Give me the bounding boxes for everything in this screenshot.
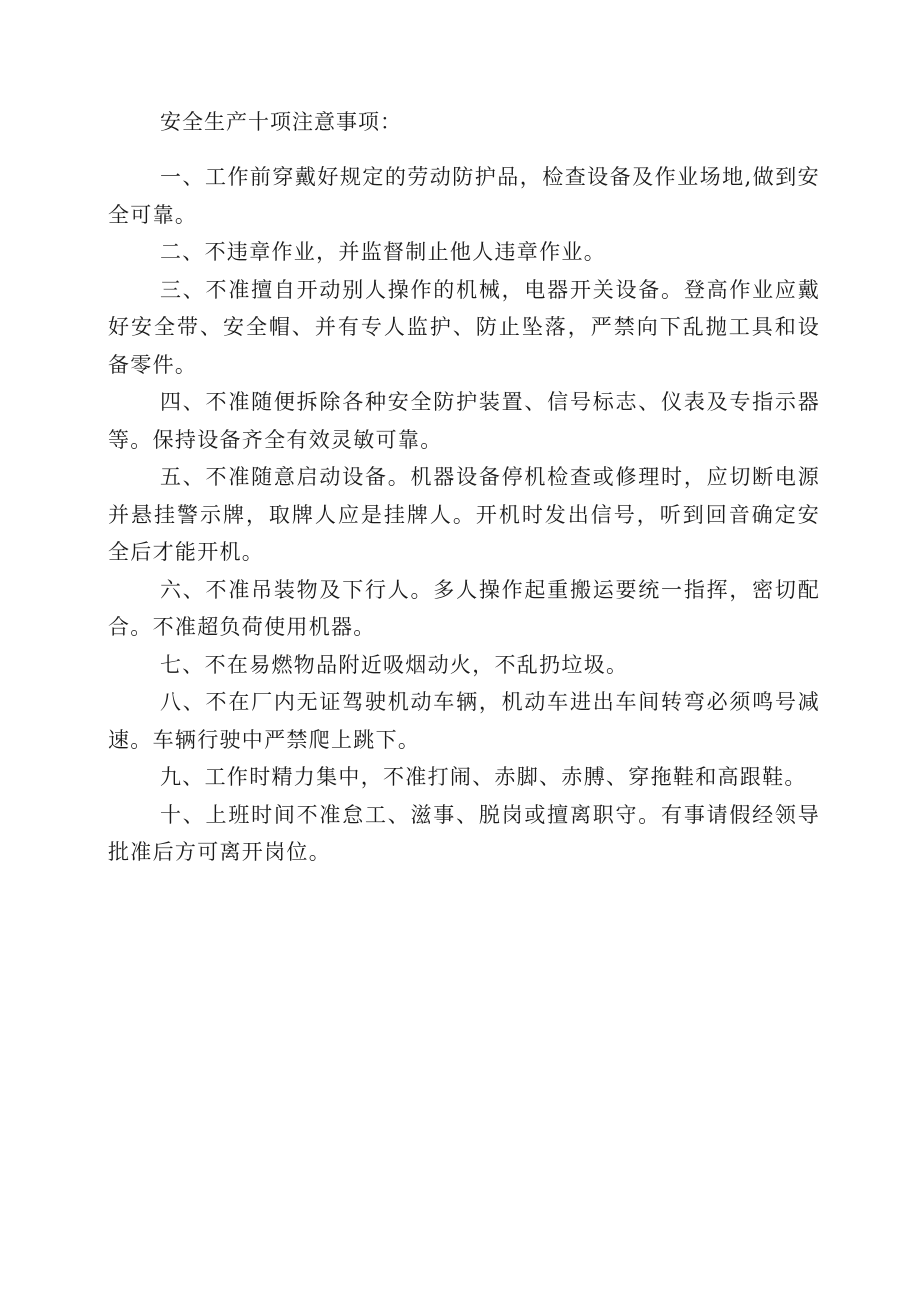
rule-item-9: 九、工作时精力集中，不准打闹、赤脚、赤膊、穿拖鞋和高跟鞋。 (160, 765, 807, 789)
rule-item-3: 三、不准擅自开动别人操作的机械，电器开关设备。登高作业应戴好安全带、安全帽、并有专人监护、防止坠落，严禁向下乱抛工具和设备零件。 (108, 277, 820, 377)
rule-item-10: 十、上班时间不准怠工、滋事、脱岗或擅离职守。有事请假经领导批准后方可离开岗位。 (108, 802, 820, 864)
rule-item-2: 二、不违章作业，并监督制止他人违章作业。 (160, 240, 606, 264)
rule-item-8: 八、不在厂内无证驾驶机动车辆，机动车进出车间转弯必须鸣号减速。车辆行驶中严禁爬上跳下。 (108, 690, 820, 752)
rule-item-4: 四、不准随便拆除各种安全防护装置、信号标志、仪表及专指示器等。保持设备齐全有效灵敏可靠。 (108, 390, 820, 452)
rule-item-1: 一、工作前穿戴好规定的劳动防护品，检查设备及作业场地,做到安全可靠。 (108, 165, 820, 227)
document-title: 安全生产十项注意事项： (160, 110, 402, 134)
rule-item-7: 七、不在易燃物品附近吸烟动火，不乱扔垃圾。 (160, 652, 629, 677)
rule-item-5: 五、不准随意启动设备。机器设备停机检查或修理时，应切断电源并悬挂警示牌，取牌人应是挂牌人。开机时发出信号，听到回音确定安全后才能开机。 (108, 465, 820, 564)
document-page (108, 104, 820, 872)
rule-item-6: 六、不准吊装物及下行人。多人操作起重搬运要统一指挥，密切配合。不准超负荷使用机器。 (108, 577, 820, 639)
